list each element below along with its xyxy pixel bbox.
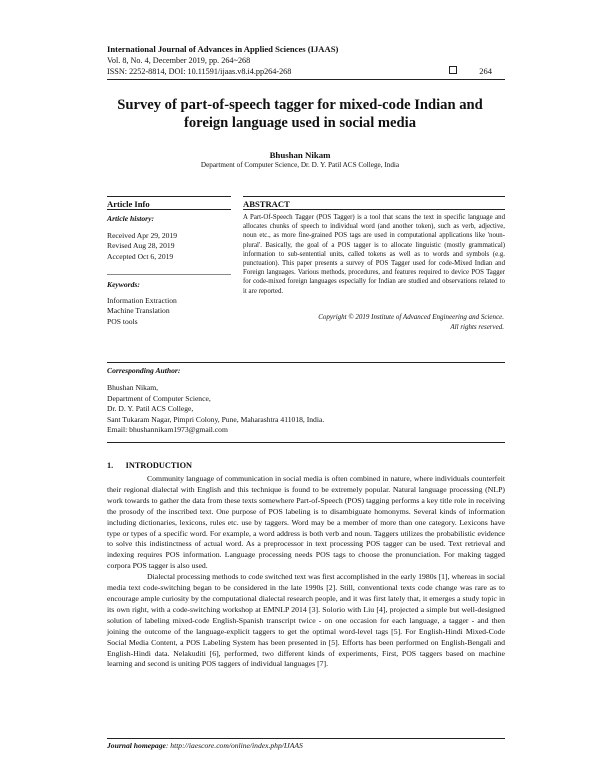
paper-title: Survey of part-of-speech tagger for mixed-code Indian and foreign language used in social media <box>117 97 483 131</box>
author-name: Bhushan Nikam <box>269 150 331 160</box>
revised-date: Revised Aug 28, 2019 <box>107 241 175 251</box>
corr-college: Dr. D. Y. Patil ACS College, <box>107 404 194 414</box>
keywords-block <box>107 280 231 327</box>
corresponding-top-rule <box>107 362 505 363</box>
section-heading: 1. INTRODUCTION <box>107 461 193 470</box>
footer-label: Journal homepage <box>107 741 166 750</box>
footer-rule <box>107 738 505 739</box>
history-label: Article history: <box>107 214 155 223</box>
copyright-line: Copyright © 2019 Institute of Advanced Engineering and Science. <box>318 313 504 321</box>
page-number: 264 <box>479 66 492 76</box>
keyword-item: Information Extraction <box>107 295 177 305</box>
abstract-top-rule <box>243 196 505 197</box>
article-history <box>107 214 231 262</box>
introduction-body <box>107 474 505 670</box>
running-header <box>107 44 338 78</box>
journal-volume: Vol. 8, No. 4, December 2019, pp. 264~268 <box>107 56 251 66</box>
keyword-item: Machine Translation <box>107 306 170 316</box>
article-info-sub-rule <box>107 209 231 210</box>
corr-email: Email: bhushannikam1973@gmail.com <box>107 425 228 435</box>
keyword-item: POS tools <box>107 316 138 326</box>
corresponding-heading: Corresponding Author: <box>107 366 181 375</box>
journal-issn: ISSN: 2252-8814, DOI: 10.11591/ijaas.v8.i4.pp264-268 <box>107 67 292 77</box>
footer-url[interactable]: : http://iaescore.com/online/index.php/IJAAS <box>165 741 303 750</box>
rights-line: All rights reserved. <box>450 323 504 331</box>
keywords-label: Keywords: <box>107 280 140 289</box>
intro-paragraph: Dialectal processing methods to code switched text was first accomplished in the early 1980s [1], whereas in social media text code-switching began to be considered in the late 1990s [2]. Still, conventional texts code change was rare as to encourage ample curiosity by the computational dialectal research people, and it was first lately that, it emerges a study topic in its own right, with a code-switching workshop at EMNLP 2014 [3]. Solorio with Liu [4], projected a simple but well-designed solution of labeling mixed-code English-Spanish transcript twice - on one occasion for each language, a tagger - and then joining the outcome of the language-explicit taggers to get the optimal word-level tags [5]. For English-Hindi Mixed-Code Social Media Content, a POS Labeling System has been presented in [5]. Efforts has been performed on English-Bengali and English-Hindi data. Nelakuditi [6], performed, two different kinds of experiments, First, POS taggers based on machine learning and second is uniting POS taggers of individual languages [7]. <box>107 572 505 669</box>
copyright-notice <box>318 312 504 332</box>
corr-dept: Department of Computer Science, <box>107 393 211 403</box>
corresponding-details <box>107 383 505 436</box>
received-date: Received Apr 29, 2019 <box>107 230 178 240</box>
abstract-sub-rule <box>243 209 505 210</box>
page-number-box <box>449 66 492 76</box>
abstract-heading: ABSTRACT <box>243 199 290 209</box>
intro-paragraph: Community language of communication in social media is often combined in nature, where individuals counterfeit their regional dialectal with English and this technique is found to be extremely popular. Natural language processing (NLP) work towards to gather the data from these texts somewhere Part-of-Speech (POS) tagging performs a key title role in receiving the prosody of the inscribed text. One purpose of POS labeling is to disambiguate homonyms. Several kinds of information including dictionaries, lexicons, rules etc. use by taggers. Word may be a member of more than one category. Lexicons have type or types of a specific word. For example, a word address is both verb and noun. Taggers utilizes the probabilistic evidence to solve this indistinctness of actual word. As a preprocessor in text processing POS tagger can be used. Text retrieval and indexing requires POS information. Language processing needs POS tags to choose the pronunciation. For making tagged corpora POS tagger is also used. <box>107 474 505 571</box>
corr-address: Sant Tukaram Nagar, Pimpri Colony, Pune, Maharashtra 411018, India. <box>107 414 325 424</box>
square-icon <box>449 66 457 74</box>
accepted-date: Accepted Oct 6, 2019 <box>107 251 174 261</box>
journal-name: International Journal of Advances in Applied Sciences (IJAAS) <box>107 44 339 54</box>
header-rule <box>107 79 505 80</box>
journal-footer <box>107 741 303 750</box>
corr-name: Bhushan Nikam, <box>107 383 159 392</box>
article-info-heading: Article Info <box>107 199 150 209</box>
author-affiliation: Department of Computer Science, Dr. D. Y. Patil ACS College, India <box>200 161 400 169</box>
corresponding-bottom-rule <box>107 442 505 443</box>
article-info-top-rule <box>107 196 231 197</box>
history-divider <box>107 274 231 275</box>
abstract-text: A Part-Of-Speech Tagger (POS Tagger) is a tool that scans the text in specific language and allocates chunks of speech to individual word (and another token), such as verb, adjective, noun etc., as more fine-grained POS tags are used in computational applications like 'noun-plural'. Basically, the goal of a POS tagger is to allocate linguistic (mostly grammatical) information to sub-sentential units, called tokens as well as to words and symbols (e.g. punctuation). This paper presents a survey of POS Tagger used for code-Mixed Indian and Foreign languages. Various methods, procedures, and features required to device POS Tagger for code-mixed foreign languages especially for Indian are studied and observations related to it are reported. <box>243 214 505 295</box>
